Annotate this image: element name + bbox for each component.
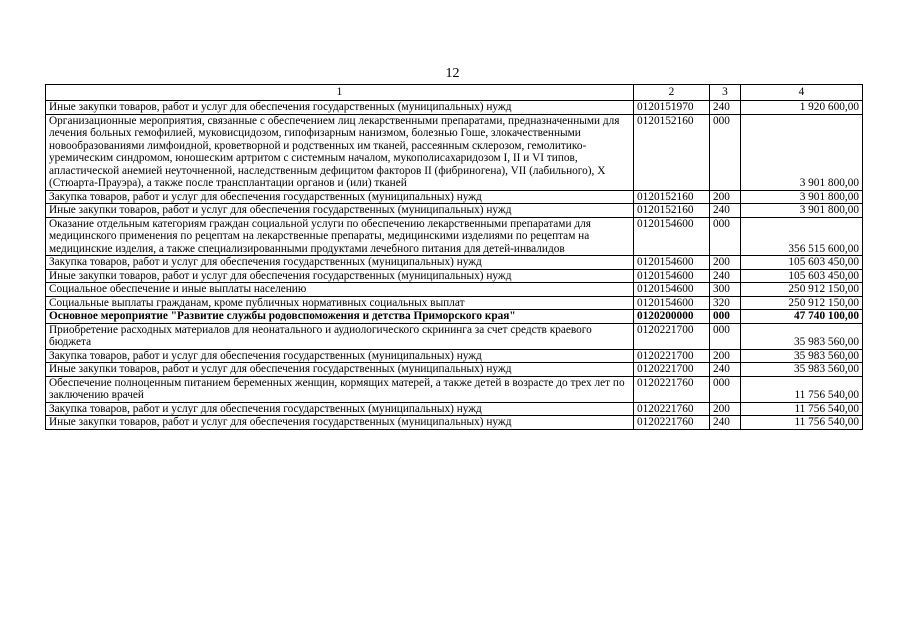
row-code: 0120154600 (634, 217, 710, 256)
row-amount: 47 740 100,00 (741, 310, 863, 324)
row-name: Приобретение расходных материалов для неонатального и аудиологического скрининга за счет средств краевого бюджета (46, 323, 634, 349)
row-type: 240 (710, 269, 741, 283)
budget-table (45, 84, 863, 430)
row-amount: 250 912 150,00 (741, 283, 863, 297)
row-name: Иные закупки товаров, работ и услуг для обеспечения государственных (муниципальных) нужд (46, 204, 634, 218)
row-name: Социальные выплаты гражданам, кроме публичных нормативных социальных выплат (46, 296, 634, 310)
table-row (46, 114, 863, 190)
row-amount: 3 901 800,00 (741, 204, 863, 218)
row-amount: 35 983 560,00 (741, 349, 863, 363)
row-code: 0120154600 (634, 269, 710, 283)
row-amount: 35 983 560,00 (741, 323, 863, 349)
row-code: 0120154600 (634, 256, 710, 270)
row-code: 0120151970 (634, 101, 710, 115)
row-amount: 35 983 560,00 (741, 363, 863, 377)
table-row (46, 296, 863, 310)
row-type: 240 (710, 101, 741, 115)
header-col-3: 3 (710, 85, 741, 101)
header-col-2: 2 (634, 85, 710, 101)
table-row (46, 310, 863, 324)
row-type: 300 (710, 283, 741, 297)
table-row (46, 190, 863, 204)
header-col-1: 1 (46, 85, 634, 101)
row-type: 200 (710, 402, 741, 416)
row-type: 000 (710, 114, 741, 190)
table-row (46, 256, 863, 270)
table-row (46, 283, 863, 297)
table-row (46, 363, 863, 377)
table-row (46, 402, 863, 416)
row-name: Социальное обеспечение и иные выплаты населению (46, 283, 634, 297)
table-row (46, 269, 863, 283)
row-name: Иные закупки товаров, работ и услуг для обеспечения государственных (муниципальных) нужд (46, 101, 634, 115)
row-name: Закупка товаров, работ и услуг для обеспечения государственных (муниципальных) нужд (46, 349, 634, 363)
row-name: Иные закупки товаров, работ и услуг для обеспечения государственных (муниципальных) нужд (46, 416, 634, 430)
row-amount: 3 901 800,00 (741, 190, 863, 204)
row-amount: 105 603 450,00 (741, 256, 863, 270)
row-type: 200 (710, 256, 741, 270)
row-name: Закупка товаров, работ и услуг для обеспечения государственных (муниципальных) нужд (46, 256, 634, 270)
row-name: Основное мероприятие "Развитие службы родовспоможения и детства Приморского края" (46, 310, 634, 324)
row-code: 0120152160 (634, 204, 710, 218)
row-code: 0120154600 (634, 283, 710, 297)
row-name: Закупка товаров, работ и услуг для обеспечения государственных (муниципальных) нужд (46, 190, 634, 204)
row-code: 0120221760 (634, 416, 710, 430)
row-type: 000 (710, 217, 741, 256)
row-code: 0120221700 (634, 363, 710, 377)
row-name: Иные закупки товаров, работ и услуг для обеспечения государственных (муниципальных) нужд (46, 363, 634, 377)
table-row (46, 416, 863, 430)
row-type: 200 (710, 190, 741, 204)
row-amount: 11 756 540,00 (741, 376, 863, 402)
table-row (46, 376, 863, 402)
row-name: Обеспечение полноценным питанием беременных женщин, кормящих матерей, а также детей в возрасте до трех лет по заключению врачей (46, 376, 634, 402)
row-type: 000 (710, 376, 741, 402)
row-amount: 356 515 600,00 (741, 217, 863, 256)
row-code: 0120221700 (634, 349, 710, 363)
row-amount: 11 756 540,00 (741, 416, 863, 430)
row-code: 0120221760 (634, 402, 710, 416)
row-code: 0120221760 (634, 376, 710, 402)
row-type: 000 (710, 323, 741, 349)
row-type: 240 (710, 416, 741, 430)
row-type: 240 (710, 204, 741, 218)
table-row (46, 349, 863, 363)
page-number: 12 (445, 66, 460, 81)
row-code: 0120200000 (634, 310, 710, 324)
table-row (46, 217, 863, 256)
row-code: 0120154600 (634, 296, 710, 310)
row-code: 0120152160 (634, 190, 710, 204)
table-row (46, 204, 863, 218)
row-name: Оказание отдельным категориям граждан социальной услуги по обеспечению лекарственными препаратами для медицинского применения по рецептам на лекарственные препараты, медицинскими изделиями по рецептам на медицинские изделия, а также специализированными продуктами лечебного питания для детей-инвалидов (46, 217, 634, 256)
table-row (46, 323, 863, 349)
row-amount: 3 901 800,00 (741, 114, 863, 190)
header-col-4: 4 (741, 85, 863, 101)
row-amount: 250 912 150,00 (741, 296, 863, 310)
row-name: Организационные мероприятия, связанные с обеспечением лиц лекарственными препаратами, предназначенными для лечения больных гемофилией, муковисцидозом, гипофизарным нанизмом, болезнью Гоше, злокачественными новообразованиями лимфоидной, кроветворной и родственных им тканей, рассеянным склерозом, гемолитико-уремическим синдромом, юношеским артритом с системным началом, мукополисахаридозом I, II и VI типов, апластической анемией неуточненной, наследственным дефицитом факторов II (фибриногена), VII (лабильного), X (Стюарта-Прауэра), а также после трансплантации органов и (или) тканей (46, 114, 634, 190)
row-amount: 1 920 600,00 (741, 101, 863, 115)
row-name: Иные закупки товаров, работ и услуг для обеспечения государственных (муниципальных) нужд (46, 269, 634, 283)
table-row (46, 101, 863, 115)
row-type: 200 (710, 349, 741, 363)
row-amount: 105 603 450,00 (741, 269, 863, 283)
row-type: 320 (710, 296, 741, 310)
row-code: 0120221700 (634, 323, 710, 349)
row-amount: 11 756 540,00 (741, 402, 863, 416)
row-name: Закупка товаров, работ и услуг для обеспечения государственных (муниципальных) нужд (46, 402, 634, 416)
row-type: 000 (710, 310, 741, 324)
table-header-row (46, 85, 863, 101)
row-type: 240 (710, 363, 741, 377)
row-code: 0120152160 (634, 114, 710, 190)
